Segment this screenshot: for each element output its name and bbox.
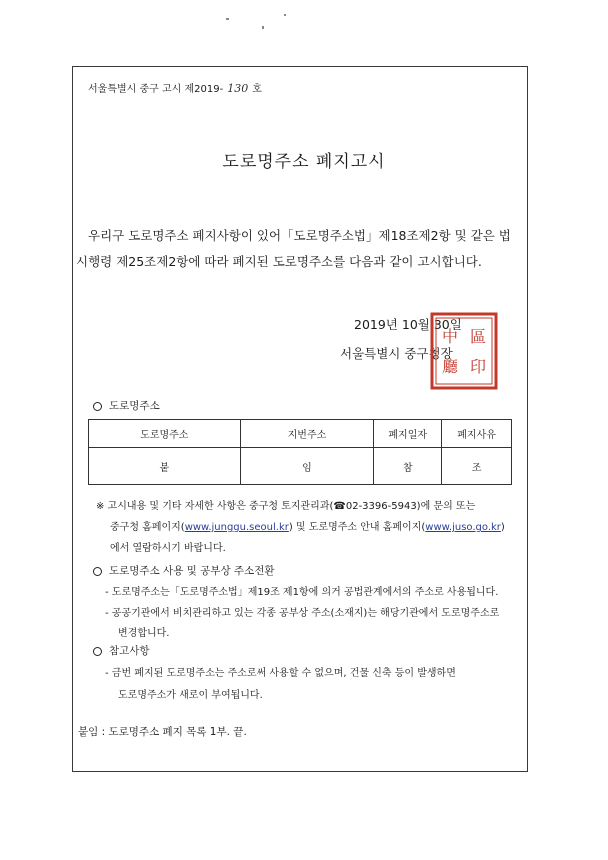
official-seal-icon <box>428 310 500 392</box>
address-table <box>88 419 512 485</box>
notice-date: 2019년 10월 30일 <box>354 317 462 332</box>
note-line-3: 에서 열람하시기 바랍니다. <box>110 543 226 554</box>
junggu-homepage-link[interactable]: www.junggu.seoul.kr <box>184 522 289 533</box>
section3-item-1-cont: 도로명주소가 새로이 부여됩니다. <box>118 690 263 701</box>
section3-item-1: - 금번 폐지된 도로명주소는 주소로써 사용할 수 없으며, 건물 신축 등이 발생하면 <box>105 668 456 679</box>
table-header-cell: 폐지사유 <box>442 420 512 448</box>
juso-homepage-link[interactable]: www.juso.go.kr <box>425 522 501 533</box>
svg-text:印: 印 <box>469 357 487 376</box>
note-text: ) 및 도로명주소 안내 홈페이지( <box>288 522 426 533</box>
section1-heading <box>93 398 160 413</box>
section2-item-2: - 공공기관에서 비치관리하고 있는 각종 공부상 주소(소재지)는 해당기관에서 도로명주소로 <box>105 608 500 619</box>
note-text: ) <box>500 522 505 533</box>
table-header-cell: 폐지일자 <box>374 420 442 448</box>
attachment-line: 붙임 : 도로명주소 폐지 목록 1부. 끝. <box>78 726 247 738</box>
table-header-row <box>89 420 512 448</box>
body-line-2: 시행령 제25조제2항에 따라 폐지된 도로명주소를 다음과 같이 고시합니다. <box>76 254 482 269</box>
table-cell: 참 <box>374 448 442 485</box>
body-line-1: 우리구 도로명주소 폐지사항이 있어「도로명주소법」제18조제2항 및 같은 법 <box>88 228 511 243</box>
circle-bullet-icon <box>93 402 102 411</box>
notice-number <box>88 80 262 95</box>
table-cell: 붙 <box>89 448 241 485</box>
section2-heading <box>93 563 275 578</box>
table-header-cell: 지번주소 <box>240 420 374 448</box>
table-row <box>89 448 512 485</box>
section2-item-2-cont: 변경합니다. <box>118 628 170 639</box>
svg-text:中: 中 <box>441 327 459 346</box>
svg-text:區: 區 <box>469 327 487 346</box>
section1-heading-text: 도로명주소 <box>109 400 160 412</box>
table-header-cell: 도로명주소 <box>89 420 241 448</box>
note-text: 중구청 홈페이지( <box>110 522 185 533</box>
page-title: 도로명주소 폐지고시 <box>222 152 386 172</box>
section3-heading <box>93 643 150 658</box>
section3-heading-text: 참고사항 <box>109 645 150 657</box>
table-cell: 조 <box>442 448 512 485</box>
section2-item-1: - 도로명주소는「도로명주소법」제19조 제1항에 의거 공법관계에서의 주소로 사용됩니다. <box>105 587 499 598</box>
notice-number-handwritten: 130 <box>227 82 249 95</box>
circle-bullet-icon <box>93 567 102 576</box>
note-line-2 <box>110 518 505 533</box>
notice-number-prefix: 서울특별시 중구 고시 제2019- <box>88 84 224 95</box>
note-line-1: ※ 고시내용 및 기타 자세한 사항은 중구청 토지관리과(☎02-3396-5943)에 문의 또는 <box>96 501 476 512</box>
circle-bullet-icon <box>93 647 102 656</box>
notice-number-suffix: 호 <box>252 84 262 95</box>
svg-text:廳: 廳 <box>441 357 459 376</box>
issuer-name: 서울특별시 중구청장 <box>340 346 453 361</box>
table-cell: 임 <box>240 448 374 485</box>
section2-heading-text: 도로명주소 사용 및 공부상 주소전환 <box>109 565 275 577</box>
